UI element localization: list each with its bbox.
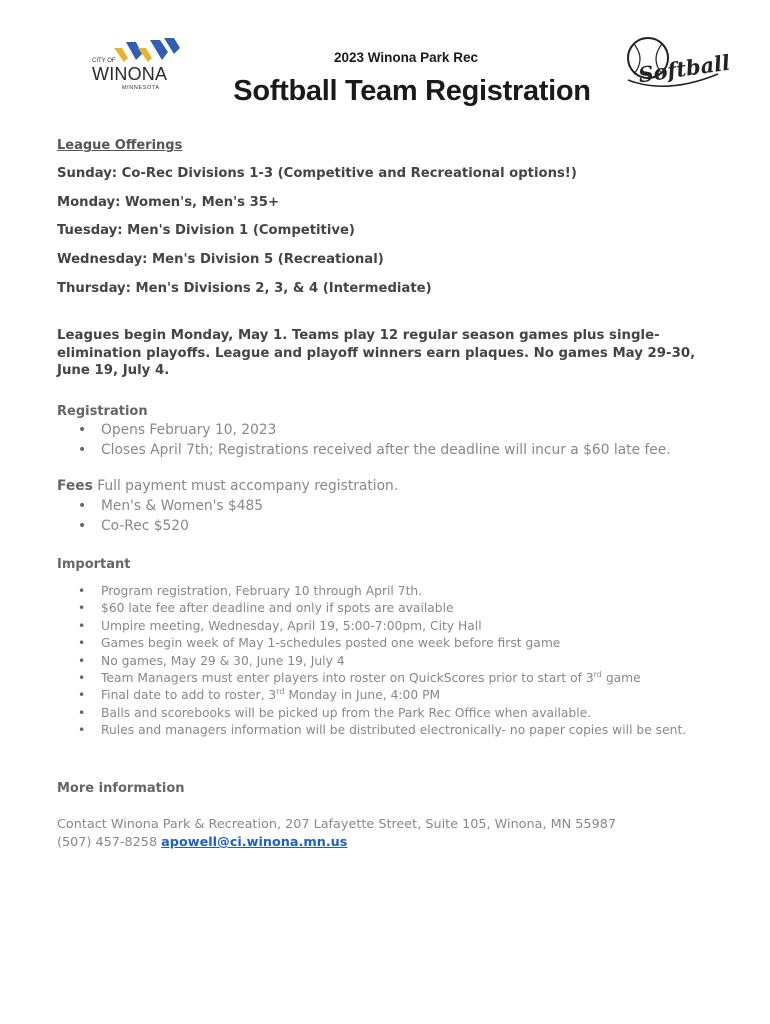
final-date-text: Final date to add to roster, 3 bbox=[101, 688, 277, 703]
logo-state: MINNESOTA bbox=[122, 85, 160, 91]
list-item: • Games begin week of May 1-schedules posted one week before first game bbox=[78, 635, 708, 652]
roster-text-end: game bbox=[605, 671, 641, 686]
ordinal-suffix: rd bbox=[593, 669, 602, 679]
contact-address: Contact Winona Park & Recreation, 207 Lafayette Street, Suite 105, Winona, MN 55987 bbox=[57, 817, 616, 832]
contact-block bbox=[57, 816, 616, 852]
contact-phone: (507) 457-8258 bbox=[57, 835, 158, 850]
important-list bbox=[78, 583, 708, 740]
logo-city-of: CITY OF bbox=[92, 58, 116, 64]
important-heading: Important bbox=[57, 557, 131, 572]
fees-heading: Fees bbox=[57, 478, 93, 494]
final-date-text-end: Monday in June, 4:00 PM bbox=[288, 688, 441, 703]
fees-line bbox=[57, 478, 398, 494]
fees-list bbox=[78, 497, 263, 536]
league-line-tuesday: Tuesday: Men's Division 1 (Competitive) bbox=[57, 223, 355, 238]
list-item: • Men's & Women's $485 bbox=[78, 497, 263, 517]
list-item bbox=[78, 687, 708, 704]
page-subtitle: 2023 Winona Park Rec bbox=[334, 50, 478, 65]
registration-list bbox=[78, 421, 671, 460]
league-line-wednesday: Wednesday: Men's Division 5 (Recreational) bbox=[57, 252, 384, 267]
list-item: • $60 late fee after deadline and only if spots are available bbox=[78, 600, 708, 617]
more-info-heading: More information bbox=[57, 781, 185, 796]
ordinal-suffix: rd bbox=[276, 687, 285, 697]
roster-text: Team Managers must enter players into roster on QuickScores prior to start of 3 bbox=[101, 671, 594, 686]
list-item: • Umpire meeting, Wednesday, April 19, 5:00-7:00pm, City Hall bbox=[78, 618, 708, 635]
list-item: • Rules and managers information will be distributed electronically- no paper copies will be sent. bbox=[78, 722, 708, 739]
contact-email-link[interactable]: apowell@ci.winona.mn.us bbox=[161, 835, 348, 850]
league-line-thursday: Thursday: Men's Divisions 2, 3, & 4 (Intermediate) bbox=[57, 281, 432, 296]
list-item: • No games, May 29 & 30, June 19, July 4 bbox=[78, 653, 708, 670]
list-item bbox=[78, 670, 708, 687]
softball-badge bbox=[624, 34, 732, 94]
contact-phone-line bbox=[57, 834, 616, 852]
league-line-monday: Monday: Women's, Men's 35+ bbox=[57, 195, 279, 210]
registration-heading: Registration bbox=[57, 404, 148, 419]
league-intro-paragraph: Leagues begin Monday, May 1. Teams play 12 regular season games plus single-elimination playoffs. League and playoff winners earn plaques. No games May 29-30, June 19, July 4. bbox=[57, 328, 696, 378]
fees-text: Full payment must accompany registration. bbox=[97, 478, 399, 494]
logo-city-name: WINONA bbox=[92, 64, 168, 84]
list-item: • Program registration, February 10 through April 7th. bbox=[78, 583, 708, 600]
list-item: • Opens February 10, 2023 bbox=[78, 421, 671, 441]
league-line-sunday: Sunday: Co-Rec Divisions 1-3 (Competitive and Recreational options!) bbox=[57, 166, 577, 181]
list-item: • Balls and scorebooks will be picked up from the Park Rec Office when available. bbox=[78, 705, 708, 722]
list-item: • Closes April 7th; Registrations received after the deadline will incur a $60 late fee. bbox=[78, 441, 671, 461]
league-heading: League Offerings bbox=[57, 138, 183, 153]
list-item: • Co-Rec $520 bbox=[78, 517, 263, 537]
softball-wordmark: Softball bbox=[636, 49, 732, 88]
page-title: Softball Team Registration bbox=[233, 75, 591, 107]
